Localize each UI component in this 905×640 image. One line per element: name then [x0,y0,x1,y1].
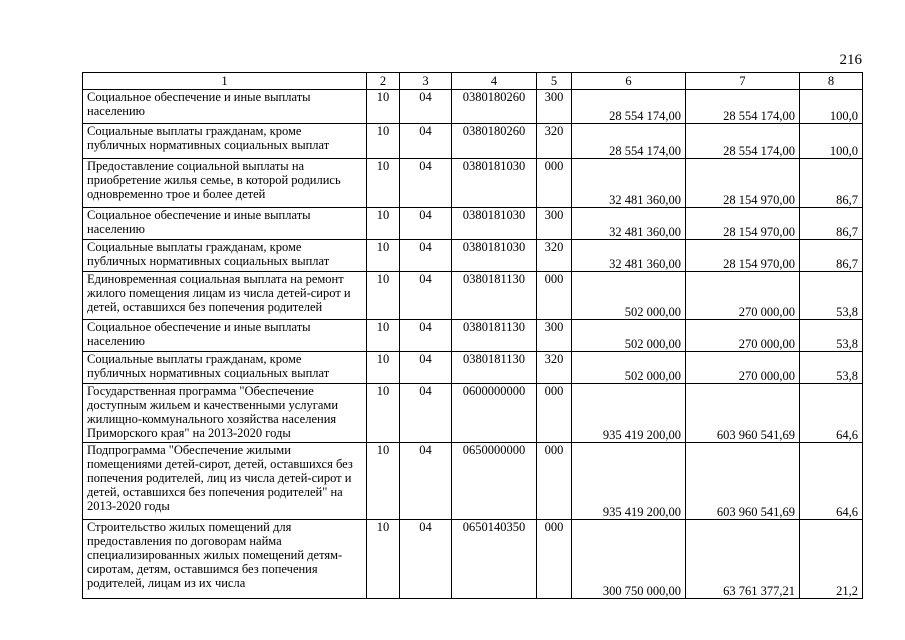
executed-amount-cell: 63 761 377,21 [686,520,800,599]
section-code-cell: 10 [367,352,400,384]
expense-type-cell: 320 [537,352,572,384]
row-name-cell: Социальное обеспечение и иные выплаты населению [83,208,367,240]
expense-type-cell: 300 [537,320,572,352]
expense-type-cell: 000 [537,272,572,320]
execution-percent-cell: 86,7 [800,208,863,240]
section-code-cell: 10 [367,240,400,272]
table-row [83,240,863,272]
executed-amount-cell: 270 000,00 [686,272,800,320]
target-article-cell: 0380180260 [452,90,537,124]
table-row [83,520,863,599]
table-header-row [83,73,863,90]
table-row [83,443,863,520]
row-name-cell: Предоставление социальной выплаты на приобретение жилья семье, в которой родились одновременно трое и более детей [83,159,367,208]
planned-amount-cell: 935 419 200,00 [572,384,686,443]
executed-amount-cell: 270 000,00 [686,320,800,352]
execution-percent-cell: 53,8 [800,272,863,320]
table-row [83,272,863,320]
subsection-code-cell: 04 [400,240,452,272]
executed-amount-cell: 28 554 174,00 [686,124,800,159]
expense-type-cell: 300 [537,90,572,124]
expense-type-cell: 000 [537,159,572,208]
section-code-cell: 10 [367,384,400,443]
planned-amount-cell: 28 554 174,00 [572,124,686,159]
target-article-cell: 0650000000 [452,443,537,520]
executed-amount-cell: 270 000,00 [686,352,800,384]
planned-amount-cell: 28 554 174,00 [572,90,686,124]
executed-amount-cell: 28 154 970,00 [686,159,800,208]
subsection-code-cell: 04 [400,159,452,208]
execution-percent-cell: 53,8 [800,320,863,352]
expense-type-cell: 000 [537,443,572,520]
target-article-cell: 0380181130 [452,272,537,320]
row-name-cell: Государственная программа "Обеспечение доступным жильем и качественными услугами жилищно-коммунального хозяйства населения Приморского края" на 2013-2020 годы [83,384,367,443]
executed-amount-cell: 28 154 970,00 [686,240,800,272]
planned-amount-cell: 32 481 360,00 [572,240,686,272]
column-header: 2 [367,73,400,90]
target-article-cell: 0380181130 [452,352,537,384]
subsection-code-cell: 04 [400,90,452,124]
section-code-cell: 10 [367,159,400,208]
planned-amount-cell: 32 481 360,00 [572,159,686,208]
section-code-cell: 10 [367,443,400,520]
subsection-code-cell: 04 [400,208,452,240]
planned-amount-cell: 935 419 200,00 [572,443,686,520]
subsection-code-cell: 04 [400,443,452,520]
table-row [83,352,863,384]
expense-type-cell: 000 [537,384,572,443]
expense-type-cell: 320 [537,124,572,159]
expense-type-cell: 000 [537,520,572,599]
target-article-cell: 0600000000 [452,384,537,443]
column-header: 3 [400,73,452,90]
column-header: 5 [537,73,572,90]
execution-percent-cell: 86,7 [800,240,863,272]
row-name-cell: Социальные выплаты гражданам, кроме публичных нормативных социальных выплат [83,124,367,159]
row-name-cell: Социальное обеспечение и иные выплаты населению [83,320,367,352]
section-code-cell: 10 [367,272,400,320]
table-row [83,124,863,159]
planned-amount-cell: 32 481 360,00 [572,208,686,240]
executed-amount-cell: 28 554 174,00 [686,90,800,124]
planned-amount-cell: 300 750 000,00 [572,520,686,599]
section-code-cell: 10 [367,208,400,240]
row-name-cell: Единовременная социальная выплата на ремонт жилого помещения лицам из числа детей-сирот и детей, оставшихся без попечения родителей [83,272,367,320]
target-article-cell: 0380181030 [452,240,537,272]
planned-amount-cell: 502 000,00 [572,352,686,384]
executed-amount-cell: 28 154 970,00 [686,208,800,240]
column-header: 7 [686,73,800,90]
row-name-cell: Строительство жилых помещений для предоставления по договорам найма специализированных жилых помещений детям-сиротам, детям, оставшимся без попечения родителей, лицам из их числа [83,520,367,599]
row-name-cell: Социальные выплаты гражданам, кроме публичных нормативных социальных выплат [83,240,367,272]
column-header: 1 [83,73,367,90]
expense-type-cell: 300 [537,208,572,240]
subsection-code-cell: 04 [400,352,452,384]
subsection-code-cell: 04 [400,520,452,599]
target-article-cell: 0380181030 [452,208,537,240]
execution-percent-cell: 21,2 [800,520,863,599]
row-name-cell: Социальное обеспечение и иные выплаты населению [83,90,367,124]
execution-percent-cell: 64,6 [800,443,863,520]
target-article-cell: 0380180260 [452,124,537,159]
section-code-cell: 10 [367,520,400,599]
planned-amount-cell: 502 000,00 [572,320,686,352]
execution-percent-cell: 86,7 [800,159,863,208]
section-code-cell: 10 [367,320,400,352]
table-row [83,208,863,240]
subsection-code-cell: 04 [400,384,452,443]
column-header: 6 [572,73,686,90]
column-header: 8 [800,73,863,90]
planned-amount-cell: 502 000,00 [572,272,686,320]
row-name-cell: Социальные выплаты гражданам, кроме публичных нормативных социальных выплат [83,352,367,384]
subsection-code-cell: 04 [400,272,452,320]
subsection-code-cell: 04 [400,320,452,352]
section-code-cell: 10 [367,124,400,159]
expense-type-cell: 320 [537,240,572,272]
table-row [83,384,863,443]
subsection-code-cell: 04 [400,124,452,159]
execution-percent-cell: 100,0 [800,124,863,159]
target-article-cell: 0380181030 [452,159,537,208]
table-row [83,90,863,124]
execution-percent-cell: 53,8 [800,352,863,384]
execution-percent-cell: 100,0 [800,90,863,124]
budget-table [82,72,863,599]
column-header: 4 [452,73,537,90]
row-name-cell: Подпрограмма "Обеспечение жилыми помещениями детей-сирот, детей, оставшихся без попечения родителей, лиц из числа детей-сирот и детей, оставшихся без попечения родителей" на 2013-2020 годы [83,443,367,520]
table-row [83,320,863,352]
table-row [83,159,863,208]
execution-percent-cell: 64,6 [800,384,863,443]
target-article-cell: 0650140350 [452,520,537,599]
page-number: 216 [839,52,862,68]
target-article-cell: 0380181130 [452,320,537,352]
executed-amount-cell: 603 960 541,69 [686,443,800,520]
section-code-cell: 10 [367,90,400,124]
executed-amount-cell: 603 960 541,69 [686,384,800,443]
